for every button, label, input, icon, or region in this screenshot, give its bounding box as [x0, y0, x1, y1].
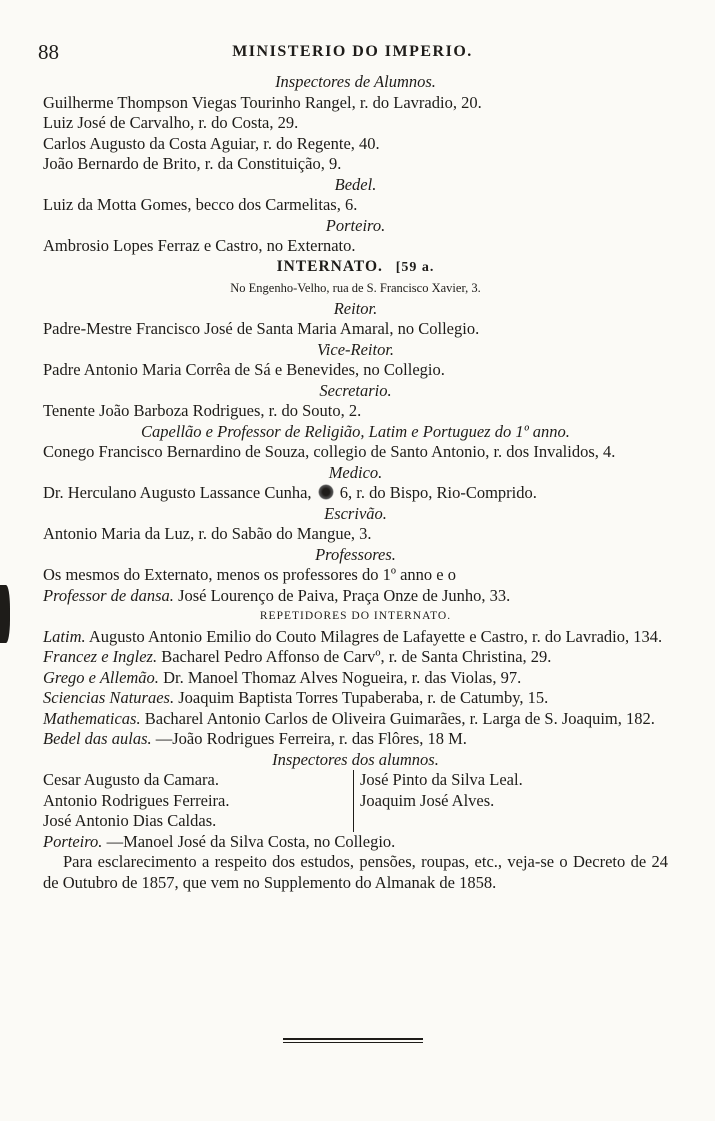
section-heading: Capellão e Professor de Religião, Latim e Portuguez do 1º anno.: [141, 421, 570, 441]
list-item: Joaquim José Alves.: [360, 790, 495, 810]
list-item: José Antonio Dias Caldas.: [43, 811, 217, 830]
subject-label: Professor de dansa.: [43, 585, 174, 605]
list-item: Antonio Maria da Luz, r. do Sabão do Mangue, 3.: [43, 524, 372, 543]
list-item: [43, 709, 668, 730]
list-item: [43, 668, 668, 689]
section-heading: Vice-Reitor.: [316, 339, 395, 359]
section-heading: Medico.: [328, 462, 383, 482]
divider: [283, 1042, 423, 1043]
subject-label: Porteiro.: [43, 831, 103, 851]
list-item: Antonio Rodrigues Ferreira.: [43, 790, 230, 810]
section-heading: Professores.: [315, 544, 396, 564]
subject-label: Bedel das aulas.: [43, 729, 152, 748]
list-item: [43, 627, 668, 648]
list-item: [43, 483, 668, 504]
inspectors-right-column: [353, 770, 523, 832]
list-item: [43, 832, 668, 853]
section-heading: Bedel.: [334, 174, 377, 194]
page-number: 88: [38, 40, 59, 64]
section-heading: Reitor.: [333, 298, 378, 318]
internato-ref: [59 a.: [395, 259, 435, 275]
entry-text: Dr. Manoel Thomaz Alves Nogueira, r. das Violas, 97.: [163, 667, 522, 687]
page-body: [43, 72, 668, 893]
divider: [283, 1038, 423, 1040]
entry-text: Bacharel Pedro Affonso de Carvº, r. de Santa Christina, 29.: [161, 647, 552, 666]
section-heading: Inspectores dos alumnos.: [272, 749, 439, 769]
section-heading: REPETIDORES DO INTERNATO.: [259, 610, 452, 622]
entry-text: —Manoel José da Silva Costa, no Collegio.: [106, 831, 396, 851]
internato-address: No Engenho-Velho, rua de S. Francisco Xavier, 3.: [230, 281, 481, 295]
list-item: Carlos Augusto da Costa Aguiar, r. do Regente, 40.: [43, 133, 380, 153]
entry-text: José Lourenço de Paiva, Praça Onze de Junho, 33.: [178, 585, 511, 605]
list-item: Guilherme Thompson Viegas Tourinho Rangel, r. do Lavradio, 20.: [43, 92, 482, 112]
medico-name: Dr. Herculano Augusto Lassance Cunha,: [43, 483, 312, 502]
list-item: Cesar Augusto da Camara.: [43, 770, 219, 789]
section-heading: Inspectores de Alumnos.: [275, 72, 436, 91]
list-item: Conego Francisco Bernardino de Souza, collegio de Santo Antonio, r. dos Invalidos, 4.: [43, 442, 616, 461]
list-item: [43, 586, 668, 607]
list-item: Os mesmos do Externato, menos os professores do 1º anno e o: [43, 565, 456, 584]
subject-label: Sciencias Naturaes.: [43, 688, 175, 707]
list-item: [43, 688, 668, 709]
list-item: Luiz José de Carvalho, r. do Costa, 29.: [43, 113, 299, 132]
medico-address: 6, r. do Bispo, Rio-Comprido.: [339, 483, 537, 502]
section-heading: Secretario.: [319, 380, 392, 400]
list-item: [43, 647, 668, 668]
list-item: Padre Antonio Maria Corrêa de Sá e Benevides, no Collegio.: [43, 360, 445, 379]
note-paragraph: Para esclarecimento a respeito dos estudos, pensões, roupas, etc., veja-se o Decreto de 24 de Outubro de 1857, que vem no Supplemento do Almanak de 1858.: [43, 852, 668, 892]
ink-blot: [0, 585, 10, 643]
section-heading: Escrivão.: [324, 503, 387, 523]
entry-text: Joaquim Baptista Torres Tupaberaba, r. de Catumby, 15.: [178, 688, 549, 707]
internato-title-text: INTERNATO.: [276, 257, 383, 275]
inspectors-left-column: [43, 770, 353, 832]
subject-label: Latim.: [43, 626, 86, 646]
entry-text: Augusto Antonio Emilio do Couto Milagres de Lafayette e Castro, r. do Lavradio, 134.: [88, 626, 663, 646]
list-item: Padre-Mestre Francisco José de Santa Maria Amaral, no Collegio.: [43, 319, 480, 338]
order-seal-icon: [318, 484, 334, 500]
list-item: [43, 729, 668, 750]
inspectors-columns: [43, 770, 668, 832]
list-item: Luiz da Motta Gomes, becco dos Carmelitas, 6.: [43, 195, 358, 214]
list-item: Ambrosio Lopes Ferraz e Castro, no Externato.: [43, 236, 356, 255]
internato-title: [43, 257, 668, 279]
page-header: [38, 40, 667, 66]
subject-label: Grego e Allemão.: [43, 667, 159, 687]
entry-text: Bacharel Antonio Carlos de Oliveira Guimarães, r. Larga de S. Joaquim, 182.: [144, 708, 655, 728]
list-item: José Pinto da Silva Leal.: [360, 770, 523, 789]
list-item: João Bernardo de Brito, r. da Constituição, 9.: [43, 154, 342, 173]
entry-text: —João Rodrigues Ferreira, r. das Flôres, 18 M.: [155, 729, 467, 748]
subject-label: Mathematicas.: [43, 708, 141, 728]
page-title: MINISTERIO DO IMPERIO.: [232, 43, 473, 60]
subject-label: Francez e Inglez.: [43, 647, 158, 666]
list-item: Tenente João Barboza Rodrigues, r. do Souto, 2.: [43, 401, 362, 420]
section-heading: Porteiro.: [325, 215, 386, 235]
